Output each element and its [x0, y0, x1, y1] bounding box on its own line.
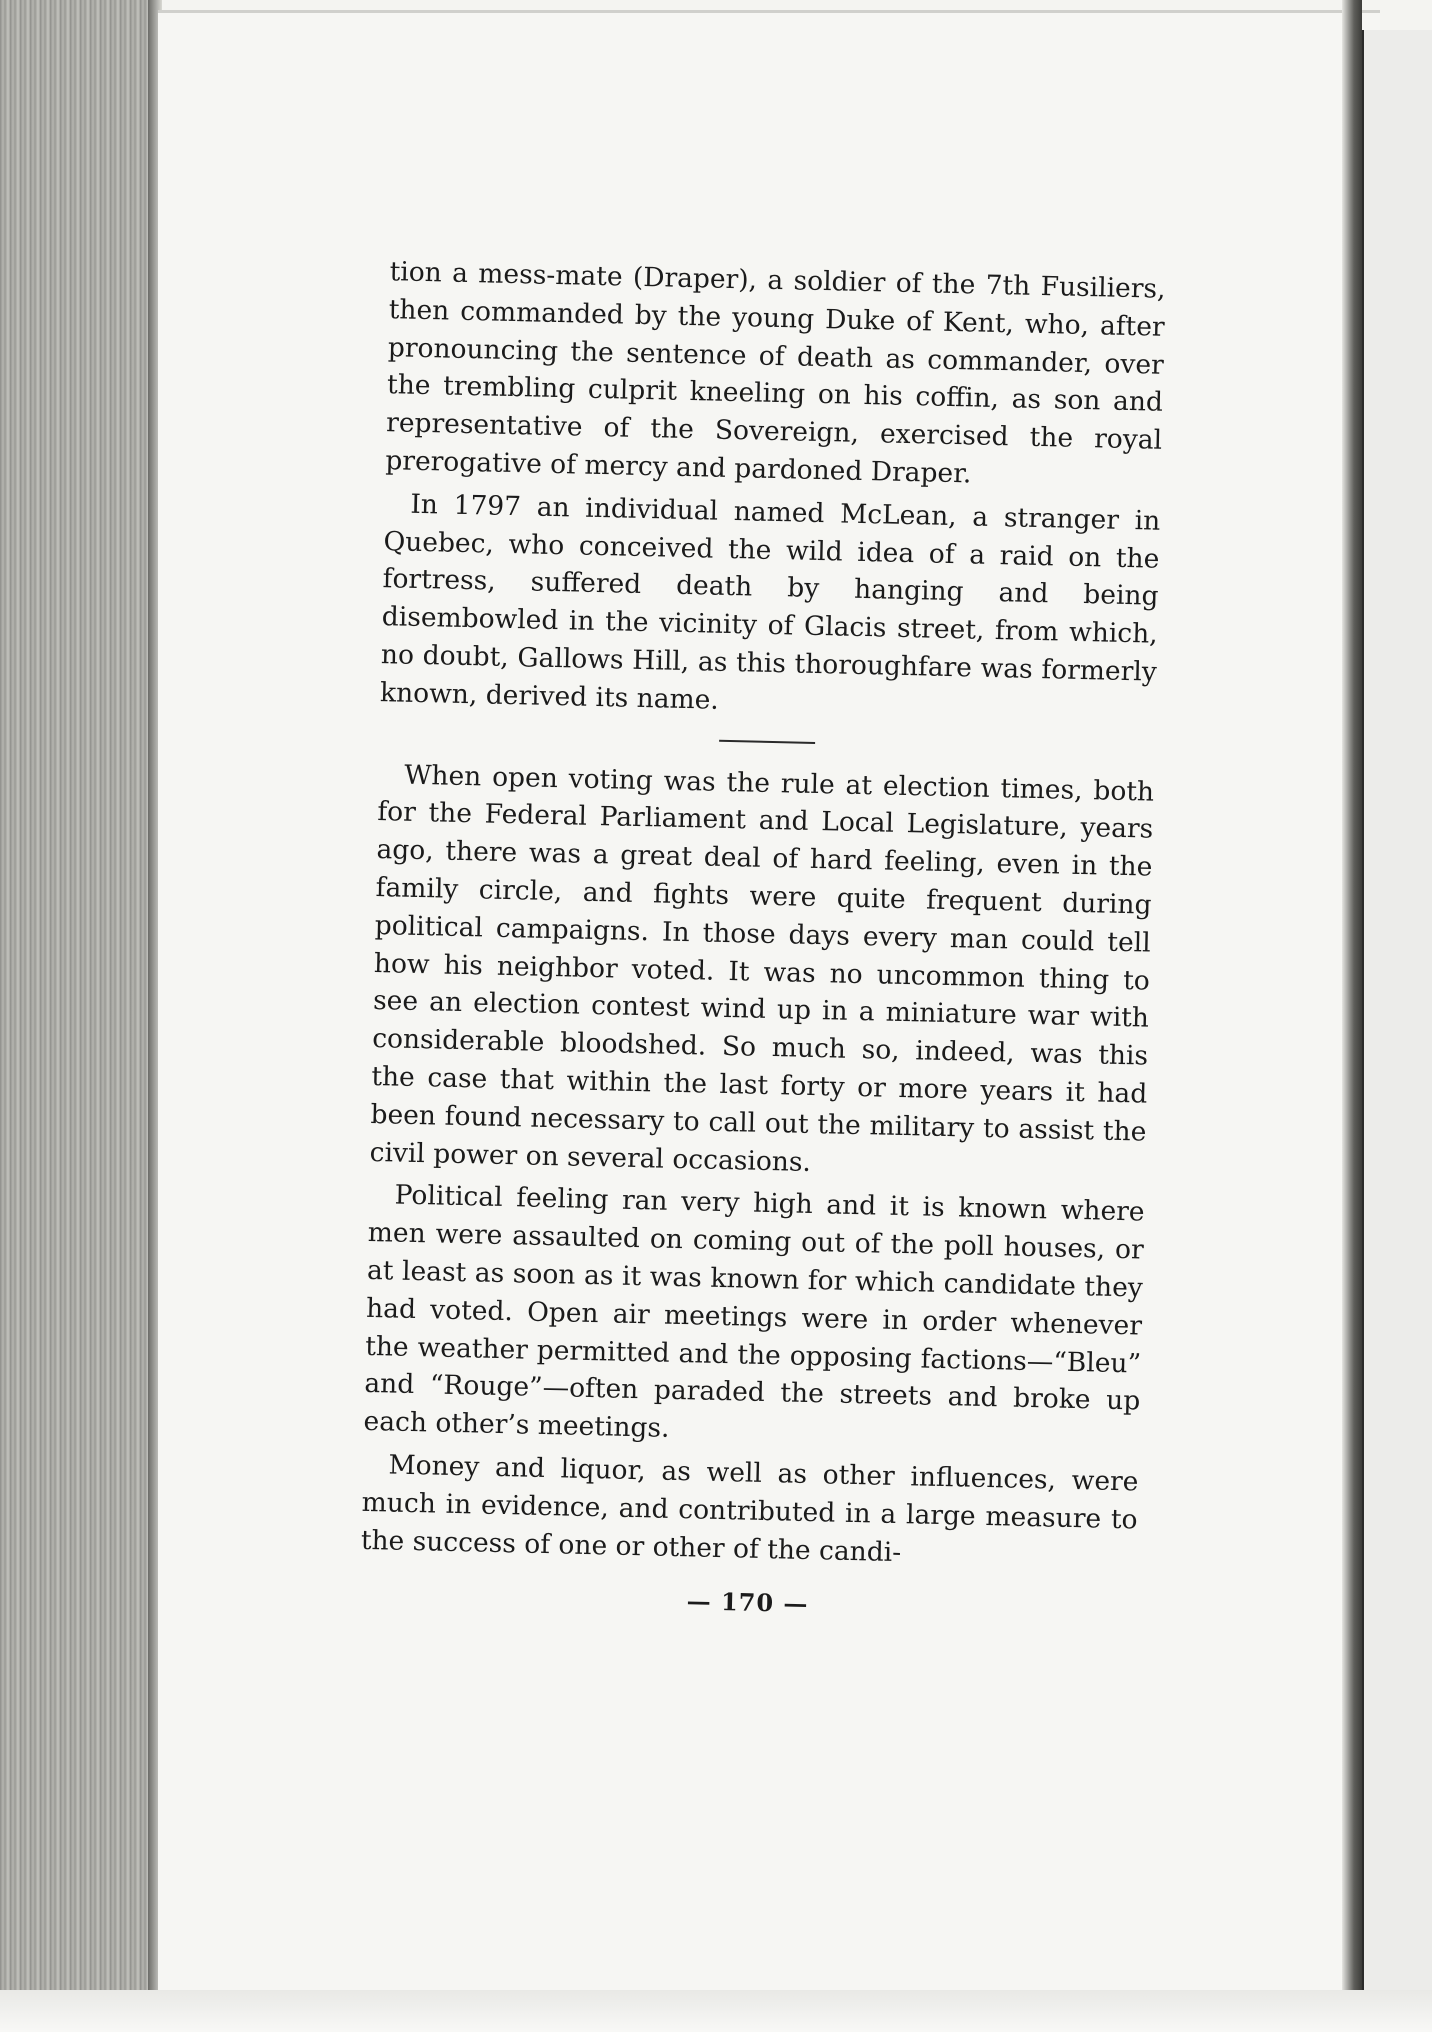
divider-rule: [719, 739, 815, 743]
page-text-block: [359, 253, 1166, 1630]
bottom-edge: [0, 1990, 1432, 2032]
paragraph: Political feeling ran very high and it is known where men were assaulted on coming out of the poll houses, or at least as soon as it was known for which candidate they had voted. Open air meetings were in order whenever the weather permitted and the opposing factions—“Bleu” and “Rouge”—often paraded the streets and broke up each other’s meetings.: [363, 1179, 1145, 1444]
page-number: — 170 —: [686, 1586, 809, 1619]
paragraph-continued: tion a mess-mate (Draper), a soldier of the 7th Fusiliers, then commanded by the young Duke of Kent, who, after pronouncing the sentence of death as commander, over the trembling culprit kneeling on his coffin, as son and representative of the Sovereign, exercised the royal prerogative of mercy and pardoned Draper.: [385, 256, 1166, 490]
paragraph: In 1797 an individual named McLean, a stranger in Quebec, who conceived the wild idea of a raid on the fortress, suffered death by hanging and being disembowled in the vicinity of Glacis street, from which, no doubt, Gallows Hill, as this thoroughfare was formerly known, derived its name.: [379, 488, 1161, 716]
left-page-edges: [0, 0, 160, 2032]
paragraph: Money and liquor, as well as other influences, were much in evidence, and contributed in a large measure to the success of one or other of the candi-: [360, 1449, 1139, 1568]
section-divider: [379, 732, 1155, 752]
paragraph: When open voting was the rule at election times, both for the Federal Parliament and Local Legislature, years ago, there was a great deal of hard feeling, even in the family circle, and fights were quite frequent during political campaigns. In those days every man could tell how his neighbor voted. It was no uncommon thing to see an election contest wind up in a miniature war with considerable bloodshed. So much so, indeed, was this the case that within the last forty or more years it had been found necessary to call out the military to assist the civil power on several occasions.: [369, 759, 1155, 1178]
adjacent-page: [1362, 30, 1432, 2030]
right-page-edge: [1342, 0, 1362, 2032]
